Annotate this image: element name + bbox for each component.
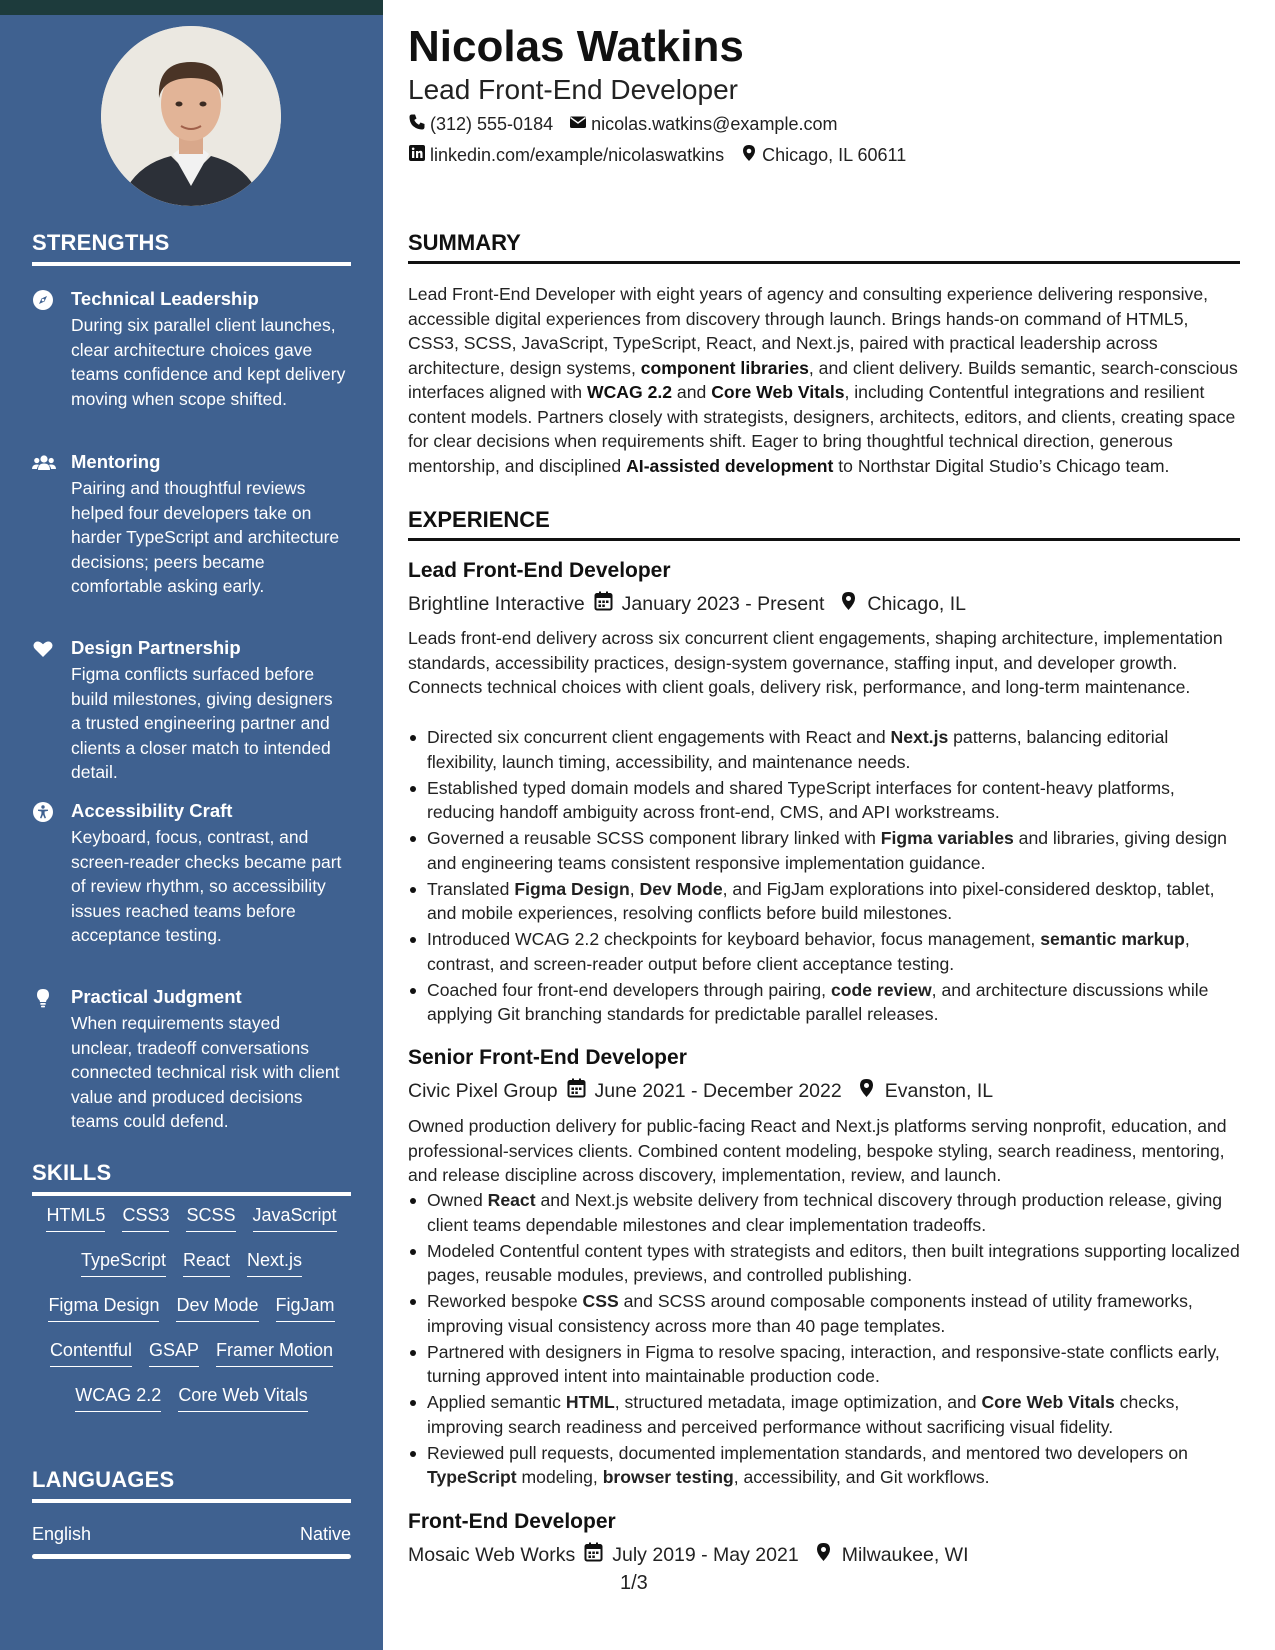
list-item: Partnered with designers in Figma to resolve spacing, interaction, and responsive-state conflicts early, turning approved intent into maintainable production code. — [408, 1340, 1240, 1389]
summary-segment: , including Contentful integrations and resilient content models. Partners closely with strategists, designers, architects, editors, and clients, creating space for clear decisions when requirements shift. Eager to bring thoughtful technical direction, generous mentorship, and disciplined — [408, 382, 1236, 476]
accessibility-icon — [32, 801, 54, 823]
strength-title: Mentoring — [71, 451, 161, 472]
skill-tag: SCSS — [186, 1205, 235, 1232]
summary-segment: to Northstar Digital Studio’s Chicago team. — [833, 455, 1170, 476]
summary-keyword: component libraries — [640, 357, 809, 378]
envelope-icon — [569, 113, 587, 136]
skill-row — [32, 1295, 351, 1340]
phone-contact — [408, 113, 553, 136]
location-text: Chicago, IL 60611 — [762, 145, 907, 165]
location-contact — [740, 144, 906, 167]
calendar-icon — [594, 591, 613, 617]
skill-tag: GSAP — [149, 1340, 199, 1367]
skill-tag: Framer Motion — [216, 1340, 333, 1367]
job-summary: Owned production delivery for public-facing React and Next.js platforms serving nonprofit, education, and professional-services clients. Combined content modeling, bespoke styling, search readiness, mentoring, and release discipline across discovery, implementation, review, and launch. — [408, 1116, 1227, 1185]
job-location: Evanston, IL — [884, 1079, 994, 1102]
job-location: Chicago, IL — [867, 592, 967, 615]
skill-row — [32, 1385, 351, 1430]
strength-body: During six parallel client launches, clear architecture choices gave teams confidence and kept delivery moving when scope shifted. — [71, 315, 346, 409]
skill-tag: CSS3 — [122, 1205, 169, 1232]
summary-keyword: WCAG 2.2 — [586, 382, 673, 402]
list-item: Modeled Contentful content types with strategists and editors, then built integrations supporting localized pages, reusable modules, previews, and controlled publishing. — [408, 1239, 1240, 1288]
job-dates: June 2021 - December 2022 — [594, 1079, 842, 1102]
list-item: Reviewed pull requests, documented implementation standards, and mentored two developers on TypeScript modeling, browser testing, accessibility, and Git workflows. — [408, 1441, 1240, 1490]
lightbulb-icon — [32, 987, 54, 1009]
contact-row — [408, 144, 906, 167]
skill-tag: Dev Mode — [176, 1295, 258, 1322]
email-address[interactable]: nicolas.watkins@example.com — [591, 114, 838, 134]
job-summary: Leads front-end delivery across six concurrent client engagements, shaping architecture, implementation standards, accessibility practices, design-system governance, staffing input, and developer growth. Connects technical choices with client goals, delivery risk, performance, and long-term maintenance. — [408, 628, 1223, 697]
phone-icon — [408, 113, 426, 136]
skill-tag: FigJam — [276, 1295, 335, 1322]
list-item: Reworked bespoke CSS and SCSS around composable components instead of utility frameworks, improving visual consistency across more than 40 page templates. — [408, 1289, 1240, 1338]
phone-number[interactable]: (312) 555-0184 — [430, 114, 554, 134]
job-meta — [408, 1078, 993, 1104]
language-proficiency-bar — [32, 1554, 351, 1559]
language-row — [32, 1524, 351, 1545]
summary-segment: , and client delivery. Builds semantic, search-conscious interfaces aligned with — [408, 357, 1238, 402]
strength-body: Figma conflicts surfaced before build milestones, giving designers a trusted engineering partner and clients a closer match to intended detail. — [71, 664, 333, 782]
summary-keyword: AI-assisted development — [626, 455, 834, 476]
map-pin-icon — [839, 591, 858, 617]
skill-row — [32, 1205, 351, 1250]
strength-title: Practical Judgment — [71, 986, 242, 1007]
calendar-icon — [584, 1542, 603, 1568]
strength-title: Design Partnership — [71, 637, 241, 658]
list-item: Coached four front-end developers through pairing, code review, and architecture discussions while applying Git branching standards for predictable parallel releases. — [408, 978, 1240, 1027]
company-name: Mosaic Web Works — [408, 1543, 576, 1566]
compass-icon — [32, 289, 54, 311]
list-item: Translated Figma Design, Dev Mode, and FigJam explorations into pixel-considered desktop, tablet, and mobile experiences, resolving conflicts before build milestones. — [408, 877, 1240, 926]
strength-title: Technical Leadership — [71, 288, 259, 309]
calendar-icon — [567, 1078, 586, 1104]
strength-body: Keyboard, focus, contrast, and screen-reader checks became part of review rhythm, so accessibility issues reached teams before acceptance testing. — [71, 827, 342, 945]
skills-list — [32, 1205, 351, 1430]
job-dates: July 2019 - May 2021 — [612, 1543, 799, 1566]
avatar — [101, 26, 281, 206]
skill-tag: TypeScript — [81, 1250, 166, 1277]
candidate-name: Nicolas Watkins — [408, 22, 744, 71]
job-location: Milwaukee, WI — [841, 1543, 969, 1566]
map-pin-icon — [814, 1542, 833, 1568]
sidebar — [0, 0, 383, 1650]
list-item: Owned React and Next.js website delivery from technical discovery through production release, giving client teams dependable milestones and clear implementation tradeoffs. — [408, 1188, 1240, 1237]
page-number: 1/3 — [620, 1572, 648, 1594]
email-contact — [569, 113, 837, 136]
skill-row — [32, 1250, 351, 1295]
language-level: Native — [299, 1524, 351, 1544]
experience-heading: EXPERIENCE — [408, 507, 1240, 541]
job-role: Senior Front-End Developer — [408, 1046, 687, 1069]
strength-title: Accessibility Craft — [71, 800, 233, 821]
linkedin-contact — [408, 144, 724, 167]
skill-tag: WCAG 2.2 — [75, 1385, 161, 1412]
summary-segment: and — [672, 382, 712, 402]
sidebar-top-band — [0, 0, 383, 15]
job-meta — [408, 1542, 968, 1568]
summary-heading: SUMMARY — [408, 230, 1240, 264]
summary-keyword: Core Web Vitals — [711, 382, 845, 402]
linkedin-icon — [408, 144, 426, 167]
candidate-title: Lead Front-End Developer — [408, 74, 738, 105]
list-item: Governed a reusable SCSS component library linked with Figma variables and libraries, giving design and engineering teams consistent responsive implementation guidance. — [408, 826, 1240, 875]
summary-segment: Lead Front-End Developer with eight years of agency and consulting experience delivering responsive, accessible digital experiences from discovery through launch. Brings hands-on command of HTML5, CSS3, SCSS, JavaScript, TypeScript, React, and Next.js, paired with practical leadership across architecture, design systems, — [408, 284, 1209, 378]
skill-tag: React — [183, 1250, 230, 1277]
list-item: Applied semantic HTML, structured metadata, image optimization, and Core Web Vitals checks, improving search readiness and perceived performance without sacrificing visual fidelity. — [408, 1390, 1240, 1439]
job-meta — [408, 591, 966, 617]
job-dates: January 2023 - Present — [621, 592, 825, 615]
strengths-heading: STRENGTHS — [32, 230, 351, 266]
users-icon — [32, 452, 54, 474]
languages-heading: LANGUAGES — [32, 1467, 351, 1503]
heart-icon — [32, 638, 54, 660]
job-bullets — [408, 725, 1240, 1028]
skill-tag: JavaScript — [253, 1205, 337, 1232]
skill-tag: Contentful — [50, 1340, 132, 1367]
summary-text — [408, 282, 1240, 478]
linkedin-url[interactable]: linkedin.com/example/nicolaswatkins — [430, 145, 725, 165]
skill-row — [32, 1340, 351, 1385]
map-pin-icon — [857, 1078, 876, 1104]
skills-heading: SKILLS — [32, 1160, 351, 1196]
company-name: Civic Pixel Group — [408, 1079, 558, 1102]
skill-tag: Core Web Vitals — [178, 1385, 307, 1412]
strength-body: Pairing and thoughtful reviews helped four developers take on harder TypeScript and architecture decisions; peers became comfortable asking early. — [71, 478, 340, 596]
skill-tag: Next.js — [247, 1250, 302, 1277]
language-name: English — [32, 1524, 92, 1544]
map-pin-icon — [740, 144, 758, 167]
skill-tag: Figma Design — [48, 1295, 159, 1322]
job-bullets — [408, 1188, 1240, 1491]
contact-row — [408, 113, 837, 136]
job-role: Front-End Developer — [408, 1510, 616, 1533]
skill-tag: HTML5 — [46, 1205, 105, 1232]
job-role: Lead Front-End Developer — [408, 559, 671, 582]
list-item: Directed six concurrent client engagements with React and Next.js patterns, balancing editorial flexibility, launch timing, accessibility, and maintenance needs. — [408, 725, 1240, 774]
list-item: Established typed domain models and shared TypeScript interfaces for content-heavy platforms, reducing handoff ambiguity across front-end, CMS, and API workstreams. — [408, 776, 1240, 825]
list-item: Introduced WCAG 2.2 checkpoints for keyboard behavior, focus management, semantic markup, contrast, and screen-reader output before client acceptance testing. — [408, 927, 1240, 976]
company-name: Brightline Interactive — [408, 592, 585, 615]
strength-body: When requirements stayed unclear, tradeoff conversations connected technical risk with client value and produced decisions teams could defend. — [71, 1013, 340, 1131]
